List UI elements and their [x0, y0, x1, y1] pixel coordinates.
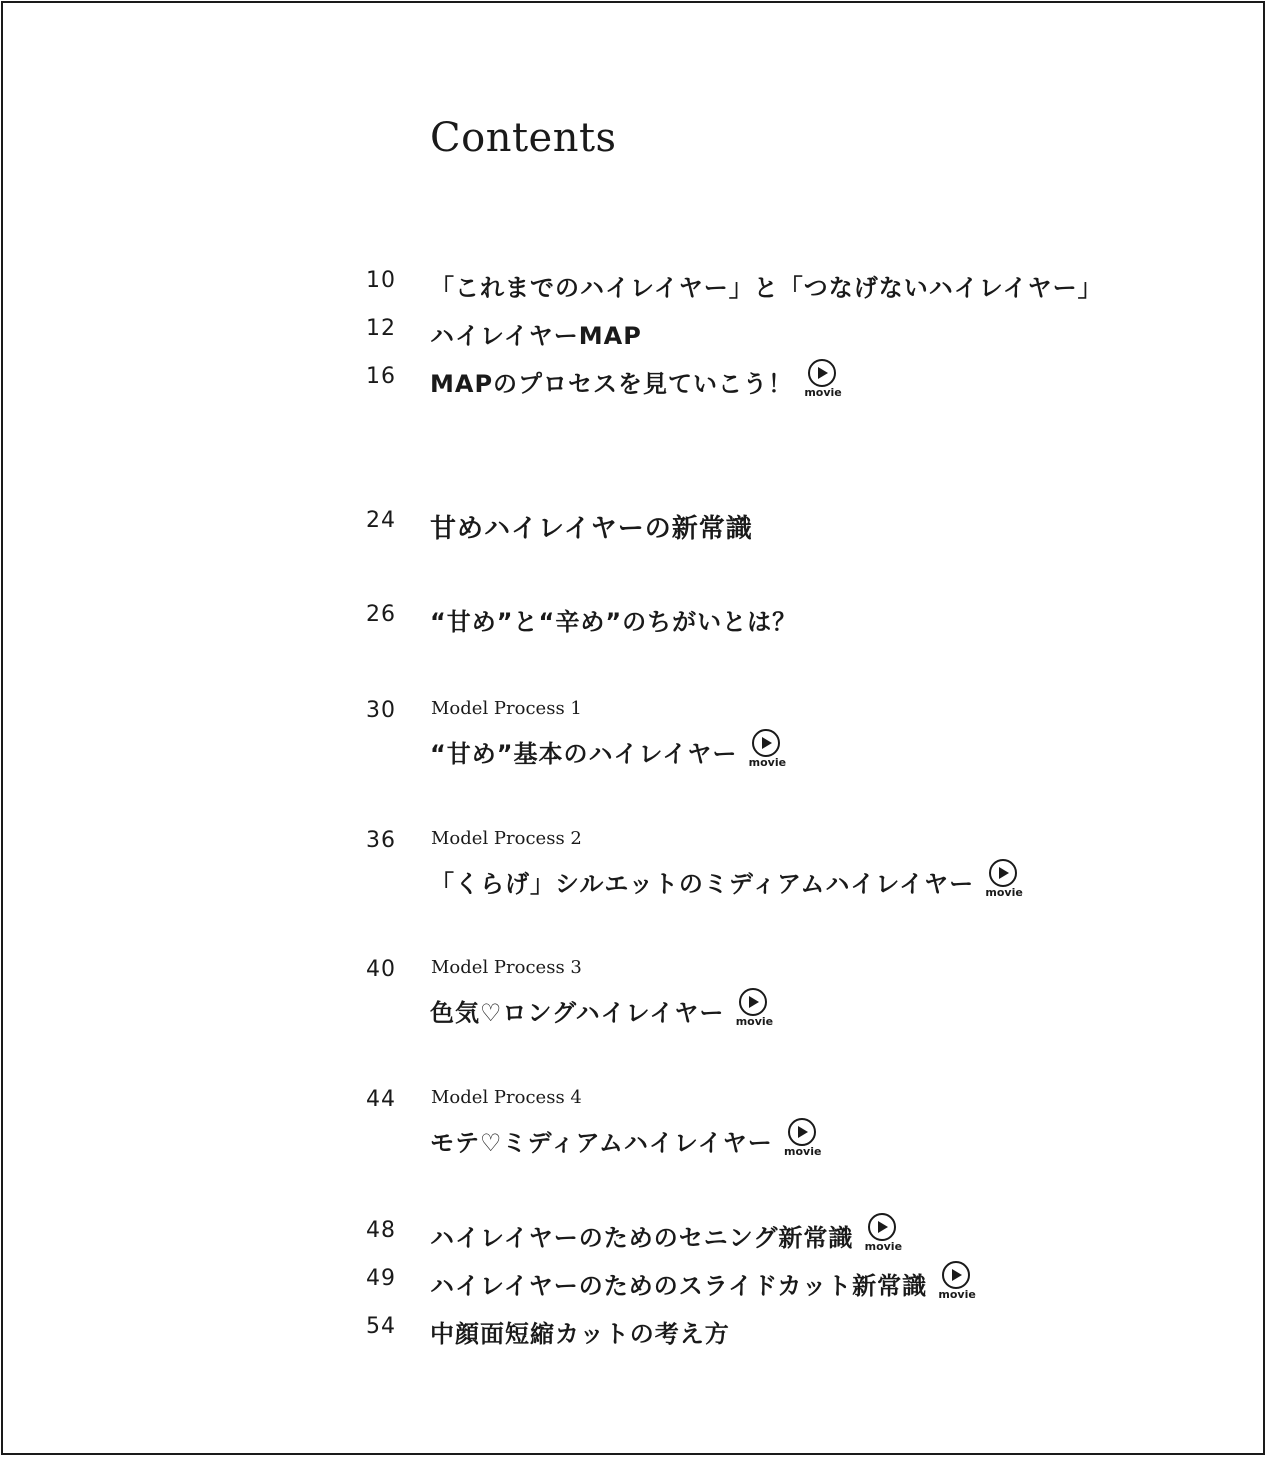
- entry-line: [430, 1123, 825, 1158]
- entry-title: MAPのプロセスを見ていこう！: [430, 370, 794, 398]
- page-number: 54: [366, 1314, 396, 1339]
- entry-title: 中顔面短縮カットの考え方: [430, 1320, 730, 1348]
- entry-title: モテ♡ミディアムハイレイヤー: [430, 1129, 773, 1157]
- play-icon: [867, 1212, 897, 1242]
- entry-title: 「くらげ」シルエットのミディアムハイレイヤー: [430, 870, 975, 898]
- entry-subtitle: Model Process 2: [431, 828, 582, 849]
- movie-label: movie: [985, 886, 1023, 899]
- entry-title: “甘め”基本のハイレイヤー: [430, 740, 738, 768]
- movie-link[interactable]: [781, 1117, 825, 1157]
- entry-title: 甘めハイレイヤーの新常識: [430, 514, 753, 544]
- entry-subtitle: Model Process 1: [431, 698, 582, 719]
- entry-subtitle: Model Process 3: [431, 957, 582, 978]
- page-number: 16: [366, 364, 396, 389]
- entry-subtitle: Model Process 4: [431, 1087, 582, 1108]
- contents-title: Contents: [430, 114, 617, 161]
- movie-label: movie: [804, 386, 842, 399]
- entry-title: ハイレイヤーMAP: [430, 322, 642, 350]
- movie-link[interactable]: [732, 987, 776, 1027]
- movie-link[interactable]: [982, 858, 1026, 898]
- entry-title: “甘め”と“辛め”のちがいとは？: [430, 608, 798, 636]
- play-icon: [941, 1260, 971, 1290]
- movie-link[interactable]: [861, 1212, 905, 1252]
- play-icon: [807, 358, 837, 388]
- page-number: 12: [366, 316, 396, 341]
- entry-title: ハイレイヤーのためのセニング新常識: [430, 1224, 854, 1252]
- page-number: 24: [366, 508, 396, 533]
- page-number: 10: [366, 268, 396, 293]
- play-icon: [738, 987, 768, 1017]
- movie-link[interactable]: [745, 728, 789, 768]
- page-number: 44: [366, 1087, 396, 1112]
- movie-label: movie: [735, 1015, 774, 1028]
- movie-label: movie: [748, 756, 787, 769]
- entry-line: [430, 734, 789, 769]
- movie-label: movie: [864, 1240, 903, 1253]
- entry-line: [430, 1218, 905, 1253]
- entry-line: [430, 1266, 979, 1301]
- movie-label: movie: [938, 1288, 976, 1301]
- movie-link[interactable]: [935, 1260, 979, 1300]
- entry-line: [430, 864, 1026, 899]
- page-number: 36: [366, 828, 396, 853]
- entry-title: 色気♡ロングハイレイヤー: [430, 999, 725, 1027]
- movie-label: movie: [784, 1145, 822, 1158]
- entry-title: 「これまでのハイレイヤー」と「つなげないハイレイヤー」: [430, 274, 1103, 302]
- entry-line: [430, 993, 776, 1028]
- play-icon: [787, 1117, 817, 1147]
- page-number: 48: [366, 1218, 396, 1243]
- play-icon: [751, 728, 781, 758]
- page-number: 40: [366, 957, 396, 982]
- play-icon: [988, 858, 1018, 888]
- entry-title: ハイレイヤーのためのスライドカット新常識: [430, 1272, 928, 1300]
- page-number: 30: [366, 698, 396, 723]
- entry-line: [430, 364, 845, 399]
- page-number: 49: [366, 1266, 396, 1291]
- movie-link[interactable]: [801, 358, 845, 398]
- page-number: 26: [366, 602, 396, 627]
